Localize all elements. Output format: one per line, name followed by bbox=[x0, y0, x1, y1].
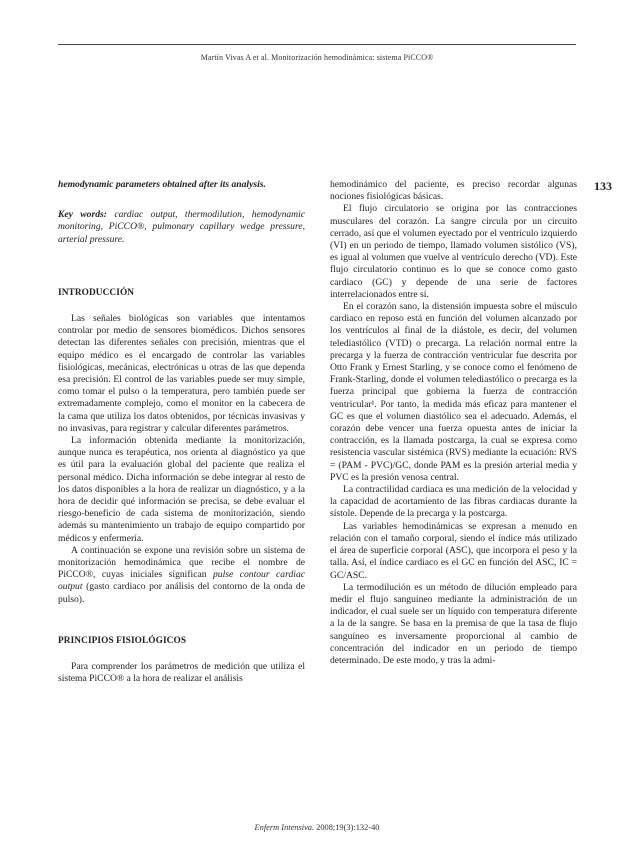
intro-paragraph-3 bbox=[58, 545, 305, 606]
right-column bbox=[330, 179, 577, 667]
keywords-text: cardiac output, thermodilution, hemodynamic monitoring, PiCCO®, pulmonary capillary wedge pressure, arterial pressure. bbox=[58, 209, 306, 245]
abstract-tail: hemodynamic parameters obtained after its analysis. bbox=[58, 179, 266, 190]
page-number: 133 bbox=[594, 179, 612, 193]
intro-paragraph-1: Las señales biológicas son variables que intentamos controlar por medio de sensores biomédicos. Dichos sensores detectan las diferentes señales con precisión, mientras que el equipo médico es el encargado de controlar las variables fisiológicas, mecánicas, electrónicas u otras de las que dependa esa precisión. El control de las variables puede ser muy simple, como tomar el pulso o la temperatura, pero también puede ser extremadamente complejo, como el monitor en la cabecera de la cama que utiliza los datos obtenidos, por técnicas invasivas y no invasivas, para registrar y calcular diferentes parámetros. bbox=[58, 313, 305, 434]
intro-p3-start: A continuación se expone una revisión sobre un sistema de monitorización hemodinámica que recibe el nombre de PiCCO®, cuyas iniciales significan bbox=[58, 544, 305, 581]
right-paragraph-0: hemodinámico del paciente, es preciso recordar algunas nociones fisiológicas básicas. bbox=[330, 179, 577, 203]
keywords-label: Key words: bbox=[58, 209, 107, 221]
footer-journal: Enferm Intensiva. bbox=[254, 823, 315, 832]
keywords bbox=[58, 209, 305, 246]
right-paragraph-4: Las variables hemodinámicas se expresan a menudo en relación con el tamaño corporal, siendo el índice más utilizado el área de superficie corporal (ASC), que incorpora el peso y la talla. Así, el índice cardiaco es el GC en función del ASC, IC = GC/ASC. bbox=[330, 520, 577, 581]
section-heading-introduccion: INTRODUCCIÓN bbox=[58, 287, 135, 298]
principles-paragraph-1: Para comprender los parámetros de medición que utiliza el sistema PiCCO® a la hora de realizar el análisis bbox=[58, 661, 305, 685]
intro-p3-end: (gasto cardiaco por análisis del contorno de la onda de pulso). bbox=[58, 581, 305, 605]
running-head: Martín Vivas A et al. Monitorización hemodinámica: sistema PiCCO® bbox=[200, 53, 434, 62]
right-paragraph-2: En el corazón sano, la distensión impuesta sobre el músculo cardiaco en reposo está en función del volumen alcanzado por los ventrículos al final de la diástole, es decir, del volumen telediastólico (VTD) o precarga. La relación normal entre la precarga y la fuerza de contracción ventricular fue descrita por Otto Frank y Ernest Starling, y se conoce como el fenómeno de Frank-Starling, donde el volumen telediastólico o precarga es la fuerza principal que gobierna la fuerza de contracción ventricular¹. Por tanto, la medida más eficaz para mantener el GC es que el volumen diastólico sea el adecuado. Además, el corazón debe vencer una fuerza opuesta antes de iniciar la contracción, es la llamada postcarga, la cual se expresa como resistencia vascular sistémica (RVS) mediante la ecuación: RVS = (PAM - PVC)/GC, donde PAM es la presión arterial media y PVC es la presión venosa central. bbox=[330, 301, 577, 483]
right-paragraph-1: El flujo circulatorio se origina por las contracciones musculares del corazón. La sangre circula por un circuito cerrado, así que el volumen eyectado por el ventrículo izquierdo (VI) en un periodo de tiempo, llamado volumen sistólico (VS), es igual al volumen que vuelve al ventrículo derecho (VD). Este flujo circulatorio continuo es lo que se conoce como gasto cardiaco (GC) y depende de una serie de factores interrelacionados entre sí. bbox=[330, 203, 577, 300]
footer-citation bbox=[58, 823, 576, 832]
intro-paragraph-2: La información obtenida mediante la monitorización, aunque nunca es terapéutica, nos orienta al diagnóstico ya que es útil para la evaluación global del paciente que realiza el personal médico. Dicha información se debe integrar al resto de los datos disponibles a la hora de realizar un diagnóstico, y a la hora de decidir qué información se precisa, se debe evaluar el riesgo-beneficio de cada sistema de monitorización, siendo además su mantenimiento un trabajo de equipo compartido por médicos y enfermería. bbox=[58, 435, 305, 544]
right-paragraph-3: La contractilidad cardiaca es una medición de la velocidad y la capacidad de acortamiento de las fibras cardiacas durante la sístole. Depende de la precarga y la postcarga. bbox=[330, 484, 577, 520]
intro-p3-italic: pulse contour cardiac output bbox=[58, 569, 305, 593]
top-rule bbox=[58, 44, 576, 45]
right-paragraph-5: La termodilución es un método de dilución empleado para medir el flujo sanguíneo mediante la administración de un indicador, el cual suele ser un líquido con temperatura diferente a la de la sangre. Se basa en la premisa de que la tasa de flujo sanguíneo es inversamente proporcional al cambio de concentración del indicador en un periodo de tiempo determinado. De este modo, y tras la admi- bbox=[330, 581, 577, 666]
section-heading-principios: PRINCIPIOS FISIOLÓGICOS bbox=[58, 635, 187, 646]
footer-volume: 2008;19(3):132-40 bbox=[314, 823, 380, 832]
left-column bbox=[58, 179, 305, 686]
